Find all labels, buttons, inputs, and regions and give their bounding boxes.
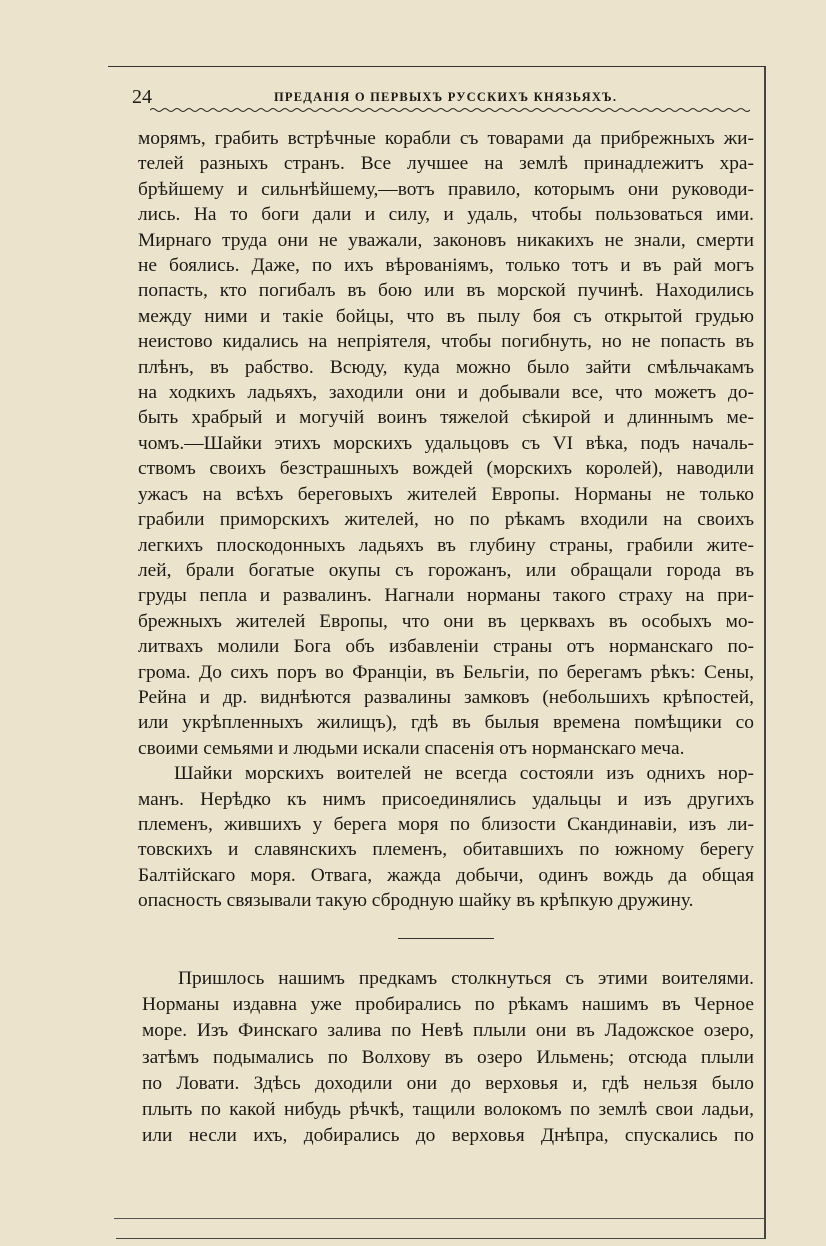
text-line: неистово кидались на непріятеля, чтобы погибнуть, но не попасть въ	[138, 331, 754, 353]
text-line: брѣйшему и сильнѣйшему,—вотъ правило, которымъ они руководи-	[138, 178, 754, 200]
text-line: ужасъ на всѣхъ береговыхъ жителей Европы. Норманы не только	[138, 483, 754, 505]
paragraph-1	[138, 126, 754, 761]
text-line: лись. На то боги дали и силу, и удаль, чтобы пользоваться ими.	[138, 204, 754, 226]
text-line: морямъ, грабить встрѣчные корабли съ товарами да прибрежныхъ жи-	[138, 128, 754, 149]
text-line: затѣмъ подымались по Волхову въ озеро Ильмень; отсюда плыли	[142, 1046, 754, 1068]
text-line: грабили приморскихъ жителей, но по рѣкамъ входили на своихъ	[138, 509, 754, 531]
text-line: манъ. Нерѣдко къ нимъ присоединялись удальцы и изъ другихъ	[138, 788, 754, 810]
text-line: попасть, кто погибалъ въ бою или въ морской пучинѣ. Находились	[138, 280, 754, 302]
text-line: Рейна и др. виднѣются развалины замковъ (небольшихъ крѣпостей,	[138, 686, 754, 708]
text-line: Пришлось нашимъ предкамъ столкнуться съ этими воителями.	[178, 968, 754, 989]
text-line: между ними и такіе бойцы, что въ пылу боя съ открытой грудью	[138, 305, 754, 327]
text-line: море. Изъ Финскаго залива по Невѣ плыли они въ Ладожское озеро,	[142, 1020, 754, 1042]
text-line: Мирнаго труда они не уважали, законовъ никакихъ не знали, смерти	[138, 229, 754, 251]
text-line: плѣнъ, въ рабство. Всюду, куда можно было зайти смѣльчакамъ	[138, 356, 754, 378]
text-line: Балтійскаго моря. Отвага, жажда добычи, одинъ вождь да общая	[138, 864, 754, 886]
text-line: Норманы издавна уже пробирались по рѣкамъ нашимъ въ Черное	[142, 994, 754, 1016]
text-line: на ходкихъ ладьяхъ, заходили они и добывали все, что можетъ до-	[138, 382, 754, 404]
text-line: чомъ.—Шайки этихъ морскихъ удальцовъ съ VI вѣка, подъ началь-	[138, 432, 754, 454]
bottom-rule	[114, 1218, 764, 1219]
text-line: груды пепла и развалинъ. Нагнали норманы такого страху на при-	[138, 585, 754, 607]
text-line: опасность связывали такую сбродную шайку въ крѣпкую дружину.	[138, 890, 694, 912]
body-text	[138, 126, 754, 914]
section-divider	[398, 938, 494, 939]
text-line: быть храбрый и могучій воинъ тяжелой сѣкирой и длиннымъ ме-	[138, 407, 754, 429]
paragraph-2	[138, 761, 754, 913]
text-line: племенъ, жившихъ у берега моря по близости Скандинавіи, изъ ли-	[138, 813, 754, 835]
text-line: брежныхъ жителей Европы, что они въ церквахъ въ особыхъ мо-	[138, 610, 754, 632]
running-title: ПРЕДАНІЯ О ПЕРВЫХЪ РУССКИХЪ КНЯЗЬЯХЪ.	[274, 90, 618, 104]
text-line: легкихъ плоскодонныхъ ладьяхъ въ глубину страны, грабили жите-	[138, 534, 754, 556]
text-line: не боялись. Даже, по ихъ вѣрованіямъ, только тотъ и въ рай могъ	[138, 255, 754, 277]
text-line: товскихъ и славянскихъ племенъ, обитавшихъ по южному берегу	[138, 839, 754, 861]
text-line: своими семьями и людьми искали спасенія отъ норманскаго меча.	[138, 737, 685, 759]
text-line: Шайки морскихъ воителей не всегда состояли изъ однихъ нор-	[174, 763, 754, 785]
text-line: грома. До сихъ поръ во Франціи, въ Бельгіи, по берегамъ рѣкъ: Сены,	[138, 661, 754, 683]
text-line: ствомъ своихъ безстрашныхъ вождей (морскихъ королей), наводили	[138, 458, 754, 480]
ornament-rule	[150, 104, 750, 116]
text-line: или укрѣпленныхъ жилищъ), гдѣ въ былыя времена помѣщики со	[138, 712, 754, 734]
text-line: плыть по какой нибудь рѣчкѣ, тащили волокомъ по землѣ свои ладьи,	[142, 1099, 754, 1121]
text-line: телей разныхъ странъ. Все лучшее на землѣ принадлежитъ хра-	[138, 153, 754, 175]
paragraph-3	[142, 966, 754, 1149]
text-line: литвахъ молили Бога объ избавленіи страны отъ норманскаго по-	[138, 636, 754, 658]
text-line: или несли ихъ, добирались до верховья Днѣпра, спускались по	[142, 1125, 754, 1147]
body-text-section-2	[142, 966, 754, 1149]
text-line: по Ловати. Здѣсь доходили они до верховья и, гдѣ нельзя было	[142, 1072, 754, 1094]
page-number: 24	[132, 86, 152, 108]
text-line: лей, брали богатые окупы съ горожанъ, или обращали города въ	[138, 559, 754, 581]
